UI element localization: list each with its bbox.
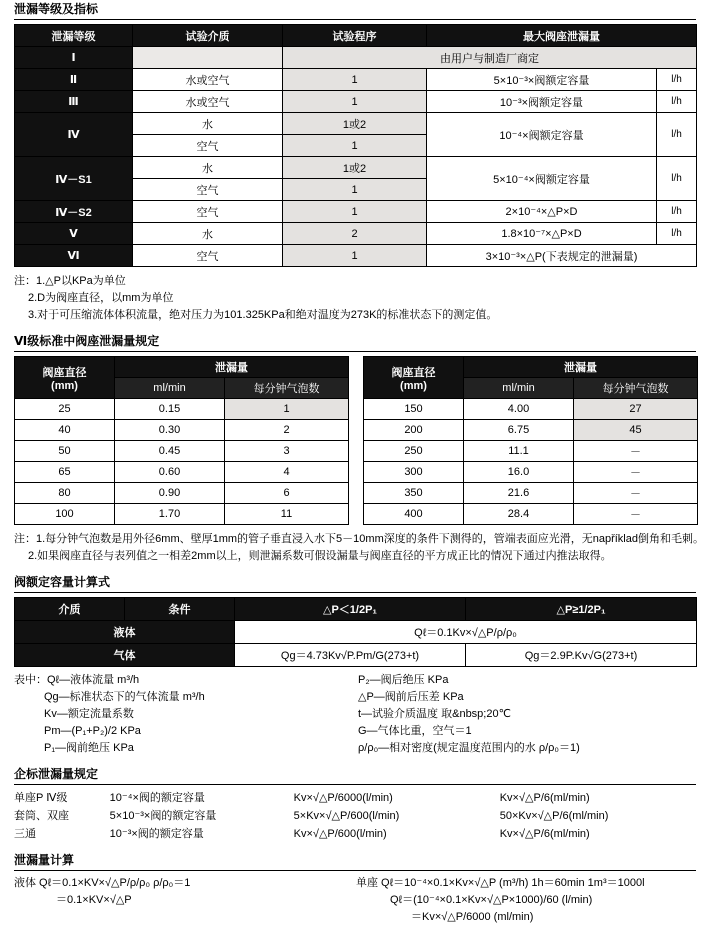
- cell-medium-liquid: 液体: [15, 621, 235, 644]
- cell-mlmin: 28.4: [464, 504, 574, 525]
- cell-level: Ⅰ: [15, 47, 133, 69]
- cell-mlmin: 21.6: [464, 483, 574, 504]
- th-seat-diameter: [15, 357, 115, 399]
- legend-item: Qg—标准状态下的气体流量 m³/h: [44, 691, 205, 703]
- th-mlmin: ml/min: [115, 378, 225, 399]
- table-row: [364, 462, 698, 483]
- cell-mlmin: 4.00: [464, 399, 574, 420]
- cell-level: Ⅵ: [15, 245, 133, 267]
- cell-bubbles: －: [574, 504, 698, 525]
- cell-liquid-formula-2: ＝0.1×KV×√△P: [56, 894, 132, 906]
- enterprise-spec-block: [14, 789, 696, 843]
- bubble-tables: [14, 356, 696, 525]
- cell-level: Ⅳ－S2: [15, 201, 133, 223]
- cell-procedure: 1: [283, 69, 427, 91]
- th-cond-low: △P＜1/2P₁: [235, 598, 466, 621]
- cell-liquid-formula-1: 液体 Qℓ＝0.1×KV×√△P/ρ/ρ₀ ρ/ρ₀＝1: [14, 877, 191, 889]
- legend-item: P₁—阀前绝压 KPa: [44, 742, 134, 754]
- cell-medium: 水: [133, 113, 283, 135]
- cell-lmin: Kv×√△P/600(l/min): [293, 828, 387, 840]
- table-row: [15, 420, 349, 441]
- cell-formula-gas-low: Qg＝4.73Kv√P.Pm/G(273+t): [235, 644, 466, 667]
- cell-formula-liquid: Qℓ＝0.1Kv×√△P/ρ/ρ₀: [235, 621, 697, 644]
- cell-type: 三通: [14, 828, 36, 840]
- section-title-leak-calc: 泄漏量计算: [14, 851, 696, 871]
- cell-diameter: 400: [364, 504, 464, 525]
- cell-bubbles: 4: [225, 462, 349, 483]
- cell-bubbles: －: [574, 483, 698, 504]
- th-mlmin: ml/min: [464, 378, 574, 399]
- cell-procedure: 1或2: [283, 113, 427, 135]
- cell-procedure: 1: [283, 91, 427, 113]
- legend-item: Pm—(P₁+P₂)/2 KPa: [44, 725, 141, 737]
- table-row: [14, 909, 696, 926]
- cell-bubbles: －: [574, 441, 698, 462]
- table-row: [15, 69, 697, 91]
- th-leakage: 泄漏量: [115, 357, 349, 378]
- th-level: 泄漏等级: [15, 25, 133, 47]
- legend-item: △P—阀前后压差 KPa: [358, 691, 464, 703]
- th-procedure: 试验程序: [283, 25, 427, 47]
- cell-medium: 水或空气: [133, 91, 283, 113]
- note-line: 注：1.每分钟气泡数是用外径6mm、壁厚1mm的管子垂直浸入水下5－10mm深度的条件下测得的，管端表面应光滑，无například倒角和毛刺。: [14, 533, 704, 545]
- table-row: [15, 245, 697, 267]
- cell-medium-gas: 气体: [15, 644, 235, 667]
- cell-type: 单座P Ⅳ级: [14, 792, 68, 804]
- cell-bubbles: －: [574, 462, 698, 483]
- leak-calc-block: [14, 875, 696, 926]
- cell-mlmin: 0.60: [115, 462, 225, 483]
- table-row: [14, 825, 696, 843]
- cell-procedure: 2: [283, 223, 427, 245]
- cell-diameter: 80: [15, 483, 115, 504]
- table-row: [364, 420, 698, 441]
- notes-block-1: [14, 273, 696, 324]
- cell-single-seat-formula-1: 单座 Qℓ＝10⁻⁴×0.1×Kv×√△P (m³/h) 1h＝60min 1m³＝1000l: [356, 877, 645, 889]
- cell-medium: 空气: [133, 179, 283, 201]
- cell-medium: 水: [133, 157, 283, 179]
- cell-max: 5×10⁻⁴×阀额定容量: [427, 157, 657, 201]
- legend-col-left: [14, 672, 352, 757]
- note-line: 2.D为阀座直径，以mm为单位: [28, 292, 174, 304]
- cell-unit: l/h: [657, 201, 697, 223]
- cell-level: Ⅳ: [15, 113, 133, 157]
- legend-title: 表中：: [14, 674, 47, 686]
- cell-diameter: 350: [364, 483, 464, 504]
- table-row: [14, 807, 696, 825]
- cell-max: 10⁻³×阀额定容量: [427, 91, 657, 113]
- cell-diameter: 100: [15, 504, 115, 525]
- cell-lmin: 5×Kv×√△P/600(l/min): [293, 810, 400, 822]
- th-cond-high: △P≥1/2P₁: [466, 598, 697, 621]
- cell-max: 1.8×10⁻⁷×△P×D: [427, 223, 657, 245]
- table-row: [15, 201, 697, 223]
- table-row: [14, 892, 696, 909]
- cell-level: Ⅱ: [15, 69, 133, 91]
- th-bubbles: 每分钟气泡数: [574, 378, 698, 399]
- th-condition: 条件: [125, 598, 235, 621]
- cell-mlmin: Kv×√△P/6(ml/min): [499, 828, 590, 840]
- table-row: [15, 91, 697, 113]
- table-row: [15, 47, 697, 69]
- cell-single-seat-formula-2: Qℓ＝(10⁻⁴×0.1×Kv×√△P×1000)/60 (l/min): [390, 894, 593, 906]
- cell-max: 2×10⁻⁴×△P×D: [427, 201, 657, 223]
- cell-type: 套筒、双座: [14, 810, 69, 822]
- table-row: [15, 441, 349, 462]
- enterprise-spec-table: [14, 789, 696, 843]
- capacity-formula-table: [14, 597, 697, 667]
- cell-unit: l/h: [657, 113, 697, 157]
- table-row: [15, 157, 697, 179]
- legend-item: G—气体比重，空气＝1: [358, 725, 472, 737]
- cell-unit: l/h: [657, 69, 697, 91]
- cell-mlmin: 50×Kv×√△P/6(ml/min): [499, 810, 609, 822]
- cell-procedure: 1或2: [283, 157, 427, 179]
- cell-medium: 空气: [133, 135, 283, 157]
- note-line: 注：1.△P以KPa为单位: [14, 275, 126, 287]
- cell-mlmin: 0.45: [115, 441, 225, 462]
- cell-bubbles: 45: [574, 420, 698, 441]
- cell-lmin: Kv×√△P/6000(l/min): [293, 792, 393, 804]
- note-line: 3.对于可压缩流体体积流量，绝对压力为101.325KPa和绝对温度为273K的标准状态下的测定值。: [28, 309, 498, 321]
- cell-formula-gas-high: Qg＝2.9P.Kv√G(273+t): [466, 644, 697, 667]
- section-title-capacity: 阀额定容量计算式: [14, 573, 696, 593]
- cell-bubbles: 1: [225, 399, 349, 420]
- cell-medium: 水: [133, 223, 283, 245]
- table-row: [15, 223, 697, 245]
- legend-item: Qℓ—液体流量 m³/h: [47, 674, 140, 686]
- cell-single-seat-formula-3: ＝Kv×√△P/6000 (ml/min): [411, 911, 534, 923]
- cell-mlmin: 0.90: [115, 483, 225, 504]
- cell-empty: [14, 909, 356, 926]
- table-row: [15, 399, 349, 420]
- cell-medium: 空气: [133, 201, 283, 223]
- section-title-leak-levels: 泄漏等级及指标: [14, 0, 696, 20]
- table-row: [364, 441, 698, 462]
- cell-diameter: 150: [364, 399, 464, 420]
- legend-item: P₂—阀后绝压 KPa: [358, 674, 449, 686]
- th-max-leak: 最大阀座泄漏量: [427, 25, 697, 47]
- cell-max: 5×10⁻³×阀额定容量: [427, 69, 657, 91]
- cell-diameter: 200: [364, 420, 464, 441]
- legend-item: t—试验介质温度 取&nbsp;20℃: [358, 708, 511, 720]
- th-leakage: 泄漏量: [464, 357, 698, 378]
- table-row: [15, 644, 697, 667]
- cell-medium: [133, 47, 283, 69]
- legend-line: [14, 672, 352, 689]
- cell-mlmin: 1.70: [115, 504, 225, 525]
- legend-block: [14, 672, 696, 757]
- notes-block-2: [14, 531, 704, 565]
- table-row: [364, 483, 698, 504]
- cell-unit: l/h: [657, 91, 697, 113]
- table-row: [364, 504, 698, 525]
- table-header-row: [364, 357, 698, 378]
- cell-level: Ⅳ－S1: [15, 157, 133, 201]
- th-seat-diameter-label: 阀座直径: [42, 366, 87, 379]
- legend-col-right: [352, 672, 696, 757]
- cell-bubbles: 11: [225, 504, 349, 525]
- table-row: [15, 113, 697, 135]
- cell-level: Ⅴ: [15, 223, 133, 245]
- cell-mlmin: 0.30: [115, 420, 225, 441]
- th-medium: 试验介质: [133, 25, 283, 47]
- th-seat-diameter: [364, 357, 464, 399]
- bubble-table-right: [363, 356, 698, 525]
- cell-mlmin: 6.75: [464, 420, 574, 441]
- table-row: [14, 875, 696, 892]
- cell-bubbles: 27: [574, 399, 698, 420]
- cell-procedure: 1: [283, 179, 427, 201]
- table-row: [15, 504, 349, 525]
- cell-diameter: 25: [15, 399, 115, 420]
- cell-diameter: 65: [15, 462, 115, 483]
- th-bubbles: 每分钟气泡数: [225, 378, 349, 399]
- cell-mlmin: 11.1: [464, 441, 574, 462]
- cell-medium: 空气: [133, 245, 283, 267]
- cell-max: 由用户与制造厂商定: [283, 47, 697, 69]
- cell-basis: 5×10⁻³×阀的额定容量: [109, 810, 217, 822]
- cell-unit: l/h: [657, 157, 697, 201]
- table-row: [364, 399, 698, 420]
- cell-unit: l/h: [657, 223, 697, 245]
- cell-diameter: 300: [364, 462, 464, 483]
- cell-mlmin: Kv×√△P/6(ml/min): [499, 792, 590, 804]
- table-header-row: [15, 598, 697, 621]
- cell-diameter: 250: [364, 441, 464, 462]
- cell-basis: 10⁻³×阀的额定容量: [109, 828, 204, 840]
- leak-calc-table: [14, 875, 696, 926]
- cell-procedure: 1: [283, 245, 427, 267]
- cell-bubbles: 6: [225, 483, 349, 504]
- legend-item: Kv—额定流量系数: [44, 708, 134, 720]
- bubble-table-left: [14, 356, 349, 525]
- section-title-enterprise: 企标泄漏量规定: [14, 765, 696, 785]
- table-header-row: [15, 357, 349, 378]
- cell-procedure: 1: [283, 201, 427, 223]
- th-seat-diameter-unit: (mm): [400, 379, 427, 392]
- cell-bubbles: 3: [225, 441, 349, 462]
- table-row: [15, 462, 349, 483]
- th-medium: 介质: [15, 598, 125, 621]
- table-header-row: [15, 25, 697, 47]
- cell-medium: 水或空气: [133, 69, 283, 91]
- cell-mlmin: 0.15: [115, 399, 225, 420]
- table-row: [14, 789, 696, 807]
- note-line: 2.如果阀座直径与表列值之一相差2mm以上，则泄漏系数可假设漏量与阀座直径的平方成正比的情况下通过内推法取得。: [28, 550, 612, 562]
- th-seat-diameter-label: 阀座直径: [391, 366, 436, 379]
- cell-basis: 10⁻⁴×阀的额定容量: [109, 792, 205, 804]
- section-title-class6: Ⅵ级标准中阀座泄漏量规定: [14, 332, 696, 352]
- cell-level: Ⅲ: [15, 91, 133, 113]
- leak-levels-table: [14, 24, 697, 267]
- table-row: [15, 483, 349, 504]
- table-row: [15, 621, 697, 644]
- cell-bubbles: 2: [225, 420, 349, 441]
- cell-procedure: 1: [283, 135, 427, 157]
- cell-diameter: 40: [15, 420, 115, 441]
- cell-max: 10⁻⁴×阀额定容量: [427, 113, 657, 157]
- th-seat-diameter-unit: (mm): [51, 379, 78, 392]
- legend-item: ρ/ρ₀—相对密度(规定温度范围内的水 ρ/ρ₀＝1): [358, 742, 580, 754]
- cell-max: 3×10⁻³×△P(下表规定的泄漏量): [427, 245, 697, 267]
- cell-mlmin: 16.0: [464, 462, 574, 483]
- cell-diameter: 50: [15, 441, 115, 462]
